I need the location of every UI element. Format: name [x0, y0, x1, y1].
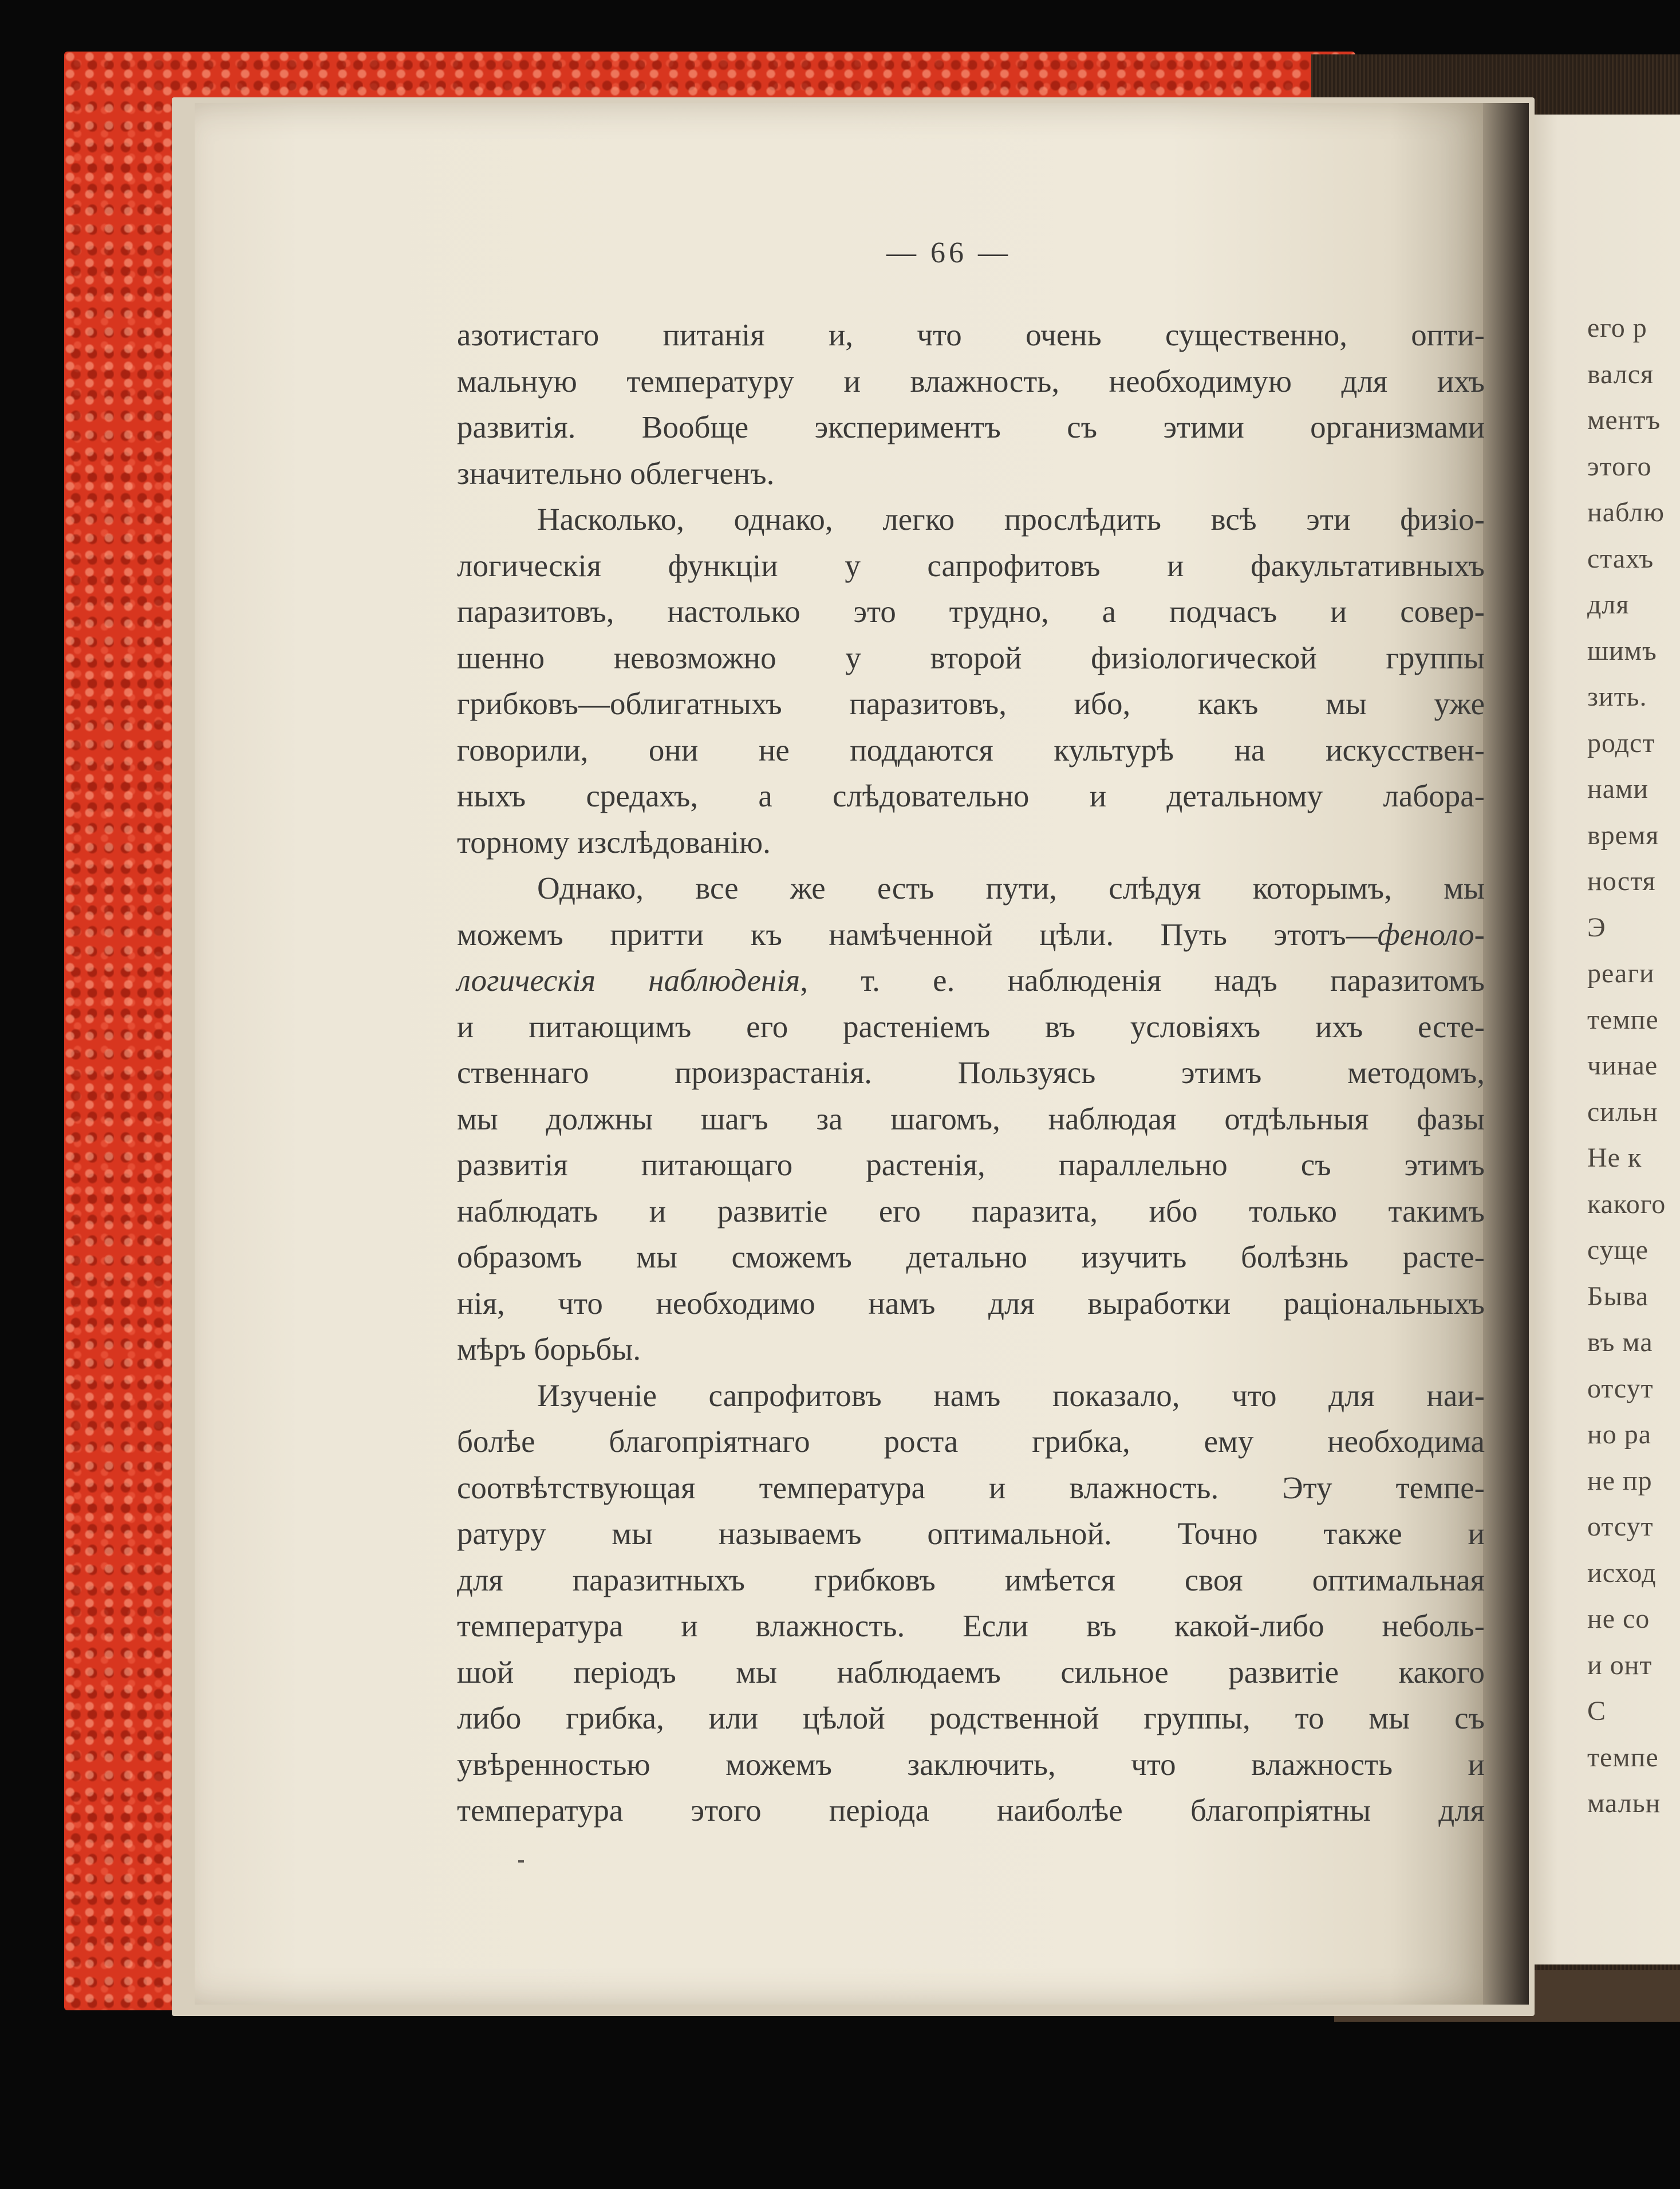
facing-page-line: зить.: [1587, 682, 1647, 712]
facing-page-line: какого: [1587, 1188, 1666, 1219]
facing-page-line: Быва: [1587, 1281, 1649, 1312]
facing-page-line: С: [1587, 1696, 1607, 1726]
facing-page-line: наблю: [1587, 497, 1665, 527]
text-line: [457, 1695, 1485, 1742]
text-line: [457, 1096, 1485, 1143]
text-line: [457, 1281, 1485, 1327]
line-text: можемъ притти къ намѣченной цѣли. Путь этотъ—: [457, 916, 1378, 952]
line-text: торному изслѣдованію.: [457, 824, 771, 860]
text-line: [457, 1373, 1485, 1419]
text-line: [457, 1557, 1485, 1604]
facing-page-line: чинае: [1587, 1050, 1658, 1081]
text-line: [457, 1234, 1485, 1281]
line-text: соотвѣтствующая температура и влажность. Эту темпе-: [457, 1470, 1485, 1505]
ink-speck: [518, 1860, 524, 1863]
text-line: [457, 312, 1485, 359]
line-text: Изученіе сапрофитовъ намъ показало, что для наи-: [537, 1377, 1485, 1413]
text-line: [457, 635, 1485, 682]
facing-page-line: время: [1587, 820, 1659, 851]
facing-page-line: не со: [1587, 1604, 1650, 1634]
facing-page-line: мальн: [1587, 1788, 1661, 1818]
text-line: [457, 497, 1485, 543]
line-text: температура этого періода наиболѣе благопріятны для: [457, 1793, 1485, 1828]
italic-term: логическія наблюденія: [457, 963, 800, 998]
line-text: паразитовъ, настолько это трудно, а подчасъ и совер-: [457, 594, 1485, 629]
line-text: грибковъ—облигатныхъ паразитовъ, ибо, какъ мы уже: [457, 686, 1485, 721]
facing-page-line: стахъ: [1587, 543, 1654, 574]
text-line: [457, 1742, 1485, 1788]
text-line: [457, 681, 1485, 727]
line-text: , т. е. наблюденія надъ паразитомъ: [800, 963, 1485, 998]
line-text: Насколько, однако, легко прослѣдить всѣ эти физіо-: [537, 502, 1485, 537]
text-line: [457, 773, 1485, 820]
text-line: [457, 820, 1485, 866]
line-text: ственнаго произрастанія. Пользуясь этимъ методомъ,: [457, 1055, 1485, 1090]
facing-page-line: темпе: [1587, 1004, 1659, 1035]
text-line: [457, 1788, 1485, 1834]
line-text: образомъ мы сможемъ детально изучить болѣзнь расте-: [457, 1239, 1485, 1274]
page-number: — 66 —: [886, 237, 1011, 269]
facing-page-line: сильн: [1587, 1096, 1658, 1127]
line-text: ныхъ средахъ, а слѣдовательно и детальному лабора-: [457, 778, 1485, 813]
facing-page-line: отсут: [1587, 1373, 1654, 1404]
facing-page-line: шимъ: [1587, 635, 1657, 666]
facing-page-line: суще: [1587, 1235, 1649, 1265]
text-line: [457, 1465, 1485, 1511]
facing-page-line: темпе: [1587, 1742, 1659, 1773]
line-text: либо грибка, или цѣлой родственной группы, то мы съ: [457, 1700, 1485, 1735]
line-text: логическія функціи у сапрофитовъ и факультативныхъ: [457, 548, 1485, 583]
line-text: и питающимъ его растеніемъ въ условіяхъ ихъ есте-: [457, 1009, 1485, 1044]
text-line: [457, 1511, 1485, 1557]
facing-page-line: исход: [1587, 1557, 1657, 1588]
facing-page-line: и онт: [1587, 1649, 1653, 1680]
text-line: [457, 727, 1485, 774]
text-line: [457, 1142, 1485, 1188]
facing-page-line: нами: [1587, 774, 1649, 804]
line-text: мы должны шагъ за шагомъ, наблюдая отдѣльныя фазы: [457, 1101, 1485, 1136]
text-line: [457, 1326, 1485, 1373]
line-text: увѣренностью можемъ заключить, что влажность и: [457, 1746, 1485, 1782]
facing-page-line: реаги: [1587, 958, 1655, 989]
line-text: говорили, они не поддаются культурѣ на искусствен-: [457, 732, 1485, 767]
text-line: [457, 359, 1485, 405]
text-line: [457, 958, 1485, 1004]
line-text: нія, что необходимо намъ для выработки раціональныхъ: [457, 1285, 1485, 1321]
facing-page-line: этого: [1587, 451, 1652, 482]
text-line: [457, 589, 1485, 635]
line-text: значительно облегченъ.: [457, 455, 775, 491]
text-line: [457, 1050, 1485, 1096]
facing-page-line: его р: [1587, 313, 1647, 343]
line-text: мальную температуру и влажность, необходимую для ихъ: [457, 363, 1485, 399]
italic-term: феноло-: [1377, 916, 1485, 952]
line-text: азотистаго питанія и, что очень существенно, опти-: [457, 317, 1485, 352]
facing-page-line: родст: [1587, 727, 1655, 758]
text-line: [457, 912, 1485, 958]
line-text: для паразитныхъ грибковъ имѣется своя оптимальная: [457, 1562, 1485, 1597]
facing-page-line: для: [1587, 589, 1630, 620]
line-text: температура и влажность. Если въ какой-либо неболь-: [457, 1608, 1485, 1643]
line-text: развитія. Вообще экспериментъ съ этими организмами: [457, 410, 1485, 444]
facing-page-line: Не к: [1587, 1143, 1642, 1173]
facing-page-line: Э: [1587, 912, 1606, 943]
text-line: [457, 1603, 1485, 1649]
text-line: [457, 404, 1485, 451]
text-line: [457, 1649, 1485, 1696]
line-text: ратуру мы называемъ оптимальной. Точно также и: [457, 1516, 1485, 1551]
page-body-text: [457, 312, 1485, 1834]
facing-page-line: но ра: [1587, 1419, 1651, 1450]
text-line: [457, 543, 1485, 589]
facing-page-line: вался: [1587, 359, 1654, 389]
text-line: [457, 865, 1485, 912]
facing-page: [1523, 115, 1680, 1964]
facing-page-line: въ ма: [1587, 1327, 1653, 1357]
line-text: наблюдать и развитіе его паразита, ибо только такимъ: [457, 1193, 1485, 1229]
facing-page-line: не пр: [1587, 1465, 1653, 1496]
line-text: болѣе благопріятнаго роста грибка, ему необходима: [457, 1424, 1485, 1459]
text-line: [457, 451, 1485, 497]
page-gutter: [1483, 103, 1529, 2005]
facing-page-line: ностя: [1587, 866, 1656, 896]
line-text: мѣръ борьбы.: [457, 1332, 641, 1367]
facing-page-line: отсут: [1587, 1511, 1654, 1542]
line-text: шенно невозможно у второй физіологической группы: [457, 640, 1485, 675]
text-line: [457, 1188, 1485, 1235]
line-text: развитія питающаго растенія, параллельно съ этимъ: [457, 1147, 1485, 1182]
line-text: шой періодъ мы наблюдаемъ сильное развитіе какого: [457, 1654, 1485, 1690]
facing-page-line: ментъ: [1587, 405, 1661, 435]
line-text: Однако, все же есть пути, слѣдуя которымъ, мы: [537, 871, 1485, 905]
text-line: [457, 1004, 1485, 1050]
text-line: [457, 1419, 1485, 1465]
